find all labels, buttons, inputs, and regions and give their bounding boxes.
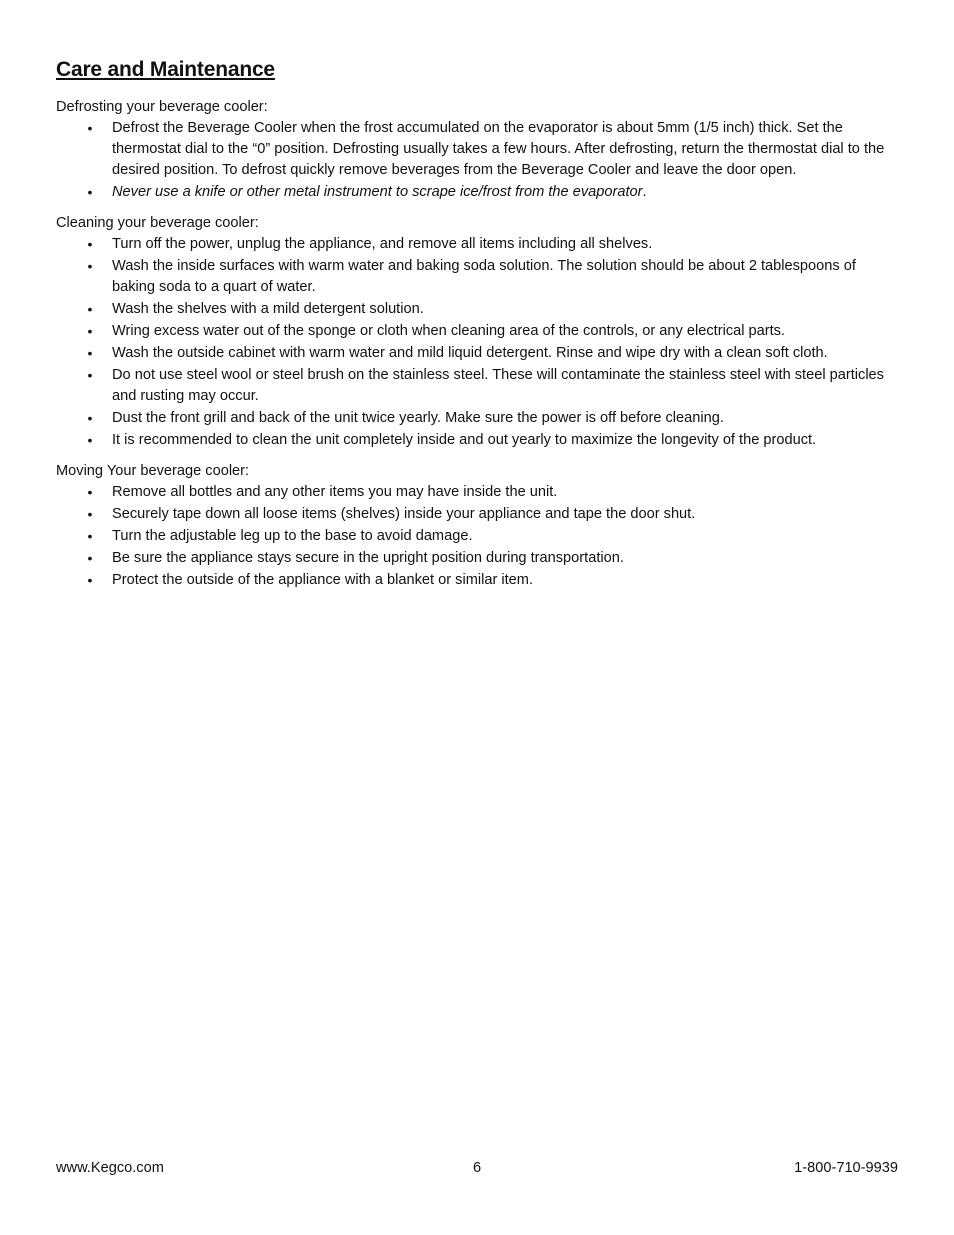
bullet-icon: • bbox=[87, 367, 93, 383]
bullet-icon: • bbox=[87, 528, 93, 544]
list-item-text: Protect the outside of the appliance with a blanket or similar item. bbox=[112, 572, 534, 588]
bullet-icon: • bbox=[87, 323, 93, 339]
bullet-icon: • bbox=[87, 410, 93, 426]
list-item bbox=[56, 408, 898, 429]
defrosting-list bbox=[56, 118, 898, 203]
list-item-text: Remove all bottles and any other items you may have inside the unit. bbox=[112, 484, 558, 500]
section-label-cleaning: Cleaning your beverage cooler: bbox=[56, 215, 259, 231]
list-item bbox=[56, 548, 898, 569]
page-title: Care and Maintenance bbox=[56, 58, 275, 81]
list-item bbox=[56, 343, 898, 364]
list-item-text: Dust the front grill and back of the unit twice yearly. Make sure the power is off before cleaning. bbox=[112, 410, 724, 426]
bullet-icon: • bbox=[87, 236, 93, 252]
bullet-icon: • bbox=[87, 345, 93, 361]
bullet-icon: • bbox=[87, 120, 93, 136]
list-item-text: It is recommended to clean the unit completely inside and out yearly to maximize the longevity of the product. bbox=[112, 432, 817, 448]
moving-list bbox=[56, 482, 898, 591]
page-footer bbox=[56, 1158, 898, 1178]
bullet-icon: • bbox=[87, 506, 93, 522]
list-item-text: Defrost the Beverage Cooler when the frost accumulated on the evaporator is about 5mm (1/5 inch) thick. Set the thermostat dial to the “0” position. Defrosting usually takes a few hours. After defrosting, return the thermostat dial to the desired position. To defrost quickly remove beverages from the Beverage Cooler and leave the door open. bbox=[112, 120, 885, 178]
list-item-text: Wring excess water out of the sponge or cloth when cleaning area of the controls, or any electrical parts. bbox=[112, 323, 786, 339]
list-item bbox=[56, 570, 898, 591]
list-item bbox=[56, 365, 898, 407]
list-item-text: Securely tape down all loose items (shelves) inside your appliance and tape the door shut. bbox=[112, 506, 696, 522]
bullet-icon: • bbox=[87, 484, 93, 500]
list-item-text: Turn off the power, unplug the appliance, and remove all items including all shelves. bbox=[112, 236, 653, 252]
list-item-text: Wash the inside surfaces with warm water and baking soda solution. The solution should be about 2 tablespoons of baking soda to a quart of water. bbox=[112, 258, 856, 295]
footer-website: www.Kegco.com bbox=[56, 1160, 164, 1176]
bullet-icon: • bbox=[87, 572, 93, 588]
section-label-moving: Moving Your beverage cooler: bbox=[56, 463, 250, 479]
footer-page-number: 6 bbox=[472, 1160, 482, 1176]
list-item bbox=[56, 299, 898, 320]
footer-phone: 1-800-710-9939 bbox=[794, 1160, 898, 1176]
list-item-text-warning: Never use a knife or other metal instrument to scrape ice/frost from the evaporator bbox=[112, 184, 643, 200]
list-item bbox=[56, 321, 898, 342]
list-item bbox=[56, 118, 898, 181]
list-item-text: Do not use steel wool or steel brush on the stainless steel. These will contaminate the stainless steel with steel particles and rusting may occur. bbox=[112, 367, 884, 404]
list-item bbox=[56, 504, 898, 525]
list-item-text: Wash the shelves with a mild detergent solution. bbox=[112, 301, 424, 317]
section-label-defrosting: Defrosting your beverage cooler: bbox=[56, 99, 268, 115]
bullet-icon: • bbox=[87, 550, 93, 566]
bullet-icon: • bbox=[87, 432, 93, 448]
bullet-icon: • bbox=[87, 301, 93, 317]
list-item-text: Be sure the appliance stays secure in the upright position during transportation. bbox=[112, 550, 624, 566]
list-item-text: Wash the outside cabinet with warm water and mild liquid detergent. Rinse and wipe dry with a clean soft cloth. bbox=[112, 345, 828, 361]
document-page bbox=[56, 56, 898, 601]
cleaning-list bbox=[56, 234, 898, 451]
bullet-icon: • bbox=[87, 258, 93, 274]
list-item bbox=[56, 234, 898, 255]
list-item bbox=[56, 256, 898, 298]
list-item bbox=[56, 430, 898, 451]
bullet-icon: • bbox=[87, 184, 93, 200]
list-item bbox=[56, 482, 898, 503]
list-item-period: . bbox=[642, 184, 647, 200]
list-item bbox=[56, 526, 898, 547]
list-item bbox=[56, 182, 898, 203]
list-item-text: Turn the adjustable leg up to the base to avoid damage. bbox=[112, 528, 473, 544]
